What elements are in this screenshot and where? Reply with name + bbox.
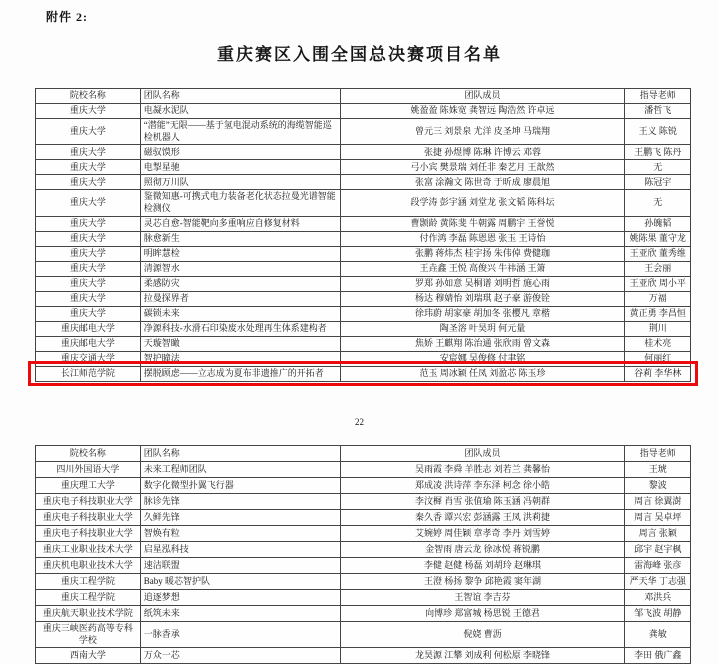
cell-school: 重庆电子科技职业大学 (36, 526, 141, 542)
cell-team-name: 净源科技-水滑石印染废水处理再生体系建构者 (140, 321, 340, 336)
cell-members: 张富 涂瀚文 陈世奇 于昕成 廖晨旭 (340, 175, 625, 190)
cell-members: 王智谊 李吉芬 (340, 590, 625, 606)
table-row (36, 351, 691, 366)
cell-school: 重庆邮电大学 (36, 321, 141, 336)
cell-team-name: 清源智水 (140, 261, 340, 276)
cell-members: 向博珍 郑富城 杨思锐 王德君 (340, 606, 625, 622)
table-row (36, 478, 691, 494)
cell-members: 郑成凌 洪诗萍 李东泽 柯念 徐小皓 (340, 478, 625, 494)
cell-school: 重庆大学 (36, 119, 141, 145)
table-row (36, 606, 691, 622)
table-row (36, 261, 691, 276)
cell-advisor: 王亚欣 周小平 (625, 276, 691, 291)
cell-team-name: 久鲜先锋 (140, 510, 340, 526)
cell-members: 倪娆 曹沥 (340, 622, 625, 648)
cell-members: 龙昊源 江攀 刘成利 何松原 李晓锋 (340, 648, 625, 664)
cell-members: 王垚鑫 王悦 高俊兴 牛祎涵 王箫 (340, 261, 625, 276)
cell-team-name: 天璇智瞰 (140, 336, 340, 351)
cell-team-name: 纸筑未来 (140, 606, 340, 622)
cell-team-name: 磁驭馍形 (140, 145, 340, 160)
cell-members: 弓小宾 樊景瑞 刘任非 秦艺月 王歆然 (340, 160, 625, 175)
cell-members: 张捷 孙煜博 陈琳 许博云 邓蓉 (340, 145, 625, 160)
cell-school: 重庆大学 (36, 216, 141, 231)
cell-advisor: 雷海峰 张彦 (625, 558, 691, 574)
table-row (36, 104, 691, 119)
table-row (36, 175, 691, 190)
table-row (36, 190, 691, 216)
cell-members: 李健 赵健 杨磊 刘胡玲 赵琳琪 (340, 558, 625, 574)
cell-team-name: 摆脱顾虑——立志成为夏布非遗推广的开拓者 (140, 366, 340, 381)
cell-school: 重庆理工大学 (36, 478, 141, 494)
cell-advisor: 邓洪兵 (625, 590, 691, 606)
cell-school: 重庆工程学院 (36, 590, 141, 606)
cell-members: 王澄 杨扬 黎争 邱艳霞 窦年湖 (340, 574, 625, 590)
cell-advisor: 王琥 (625, 462, 691, 478)
table-row (36, 510, 691, 526)
table-row (36, 366, 691, 381)
cell-school: 重庆机电职业技术大学 (36, 558, 141, 574)
cell-team-name: “潜能”无限——基于氢电混动系统的海缆智能巡检机器人 (140, 119, 340, 145)
cell-team-name: 一脉香承 (140, 622, 340, 648)
cell-advisor: 万福 (625, 291, 691, 306)
cell-advisor: 谷莉 李华林 (625, 366, 691, 381)
cell-team-name: 智护瞳法 (140, 351, 340, 366)
cell-advisor: 潘哲飞 (625, 104, 691, 119)
column-header: 院校名称 (36, 446, 141, 462)
cell-members: 曾元三 刘景泉 尤洋 皮圣坤 马瑞翔 (340, 119, 625, 145)
cell-members: 安宸娜 吴俊修 付聿铭 (340, 351, 625, 366)
column-header: 团队名称 (140, 89, 340, 104)
cell-team-name: 追逐梦想 (140, 590, 340, 606)
finalist-table-2-container (35, 445, 691, 664)
cell-advisor: 陈冠宇 (625, 175, 691, 190)
cell-school: 重庆三峡医药高等专科学校 (36, 622, 141, 648)
cell-school: 重庆大学 (36, 231, 141, 246)
cell-team-name: 万众一芯 (140, 648, 340, 664)
table-row (36, 216, 691, 231)
table-row (36, 494, 691, 510)
cell-school: 重庆工程学院 (36, 574, 141, 590)
column-header: 团队名称 (140, 446, 340, 462)
cell-members: 金智雨 唐云龙 徐冰悦 蒋锐鹏 (340, 542, 625, 558)
cell-school: 重庆大学 (36, 190, 141, 216)
table-row (36, 336, 691, 351)
cell-school: 四川外国语大学 (36, 462, 141, 478)
cell-advisor: 姚陈果 董守龙 (625, 231, 691, 246)
cell-team-name: 电掣星驰 (140, 160, 340, 175)
cell-team-name: 速洁联盟 (140, 558, 340, 574)
cell-members: 曹颢龄 黄陈斐 牛朝露 周鹏宇 王誉悦 (340, 216, 625, 231)
cell-team-name: 智焕有粒 (140, 526, 340, 542)
cell-school: 重庆交通大学 (36, 351, 141, 366)
cell-school: 长江师范学院 (36, 366, 141, 381)
table-row (36, 622, 691, 648)
column-header: 院校名称 (36, 89, 141, 104)
table-row (36, 145, 691, 160)
finalist-table-1 (35, 88, 691, 382)
cell-advisor: 无 (625, 190, 691, 216)
cell-members: 吴雨霞 李舜 羊胜志 刘若兰 龚馨怡 (340, 462, 625, 478)
table-row (36, 276, 691, 291)
cell-school: 重庆大学 (36, 261, 141, 276)
cell-team-name: 脉诊先锋 (140, 494, 340, 510)
cell-team-name: 灵芯自愈-智能靶向多重响应自修复材料 (140, 216, 340, 231)
cell-members: 徐玮蔚 胡家豪 胡加冬 张樱凡 章楷 (340, 306, 625, 321)
cell-advisor: 荆川 (625, 321, 691, 336)
cell-advisor: 周言 徐翼澍 (625, 494, 691, 510)
cell-school: 重庆大学 (36, 306, 141, 321)
cell-members: 艾婉婷 周佳颖 章孝奇 李丹 刘雪婷 (340, 526, 625, 542)
cell-members: 陶圣溶 叶昊玥 何元量 (340, 321, 625, 336)
cell-school: 重庆大学 (36, 291, 141, 306)
cell-school: 重庆大学 (36, 246, 141, 261)
cell-team-name: 启星泓科技 (140, 542, 340, 558)
table-row (36, 231, 691, 246)
cell-school: 重庆邮电大学 (36, 336, 141, 351)
cell-team-name: 脉愈新生 (140, 231, 340, 246)
cell-team-name: 明眸慧检 (140, 246, 340, 261)
page-title: 重庆赛区入围全国总决赛项目名单 (217, 45, 502, 64)
column-header: 团队成员 (340, 446, 625, 462)
cell-school: 重庆大学 (36, 145, 141, 160)
header-row (36, 446, 691, 462)
table-row (36, 246, 691, 261)
table-row (36, 321, 691, 336)
cell-members: 张鹏 蒋炜杰 桂宇扬 朱伟倬 费健珈 (340, 246, 625, 261)
cell-team-name: 碳锁未来 (140, 306, 340, 321)
column-header: 指导老师 (625, 446, 691, 462)
table-row (36, 462, 691, 478)
cell-advisor: 孙魄韬 (625, 216, 691, 231)
attachment-label: 附件 2: (46, 10, 88, 24)
cell-members: 罗郑 孙如意 吴桐谱 刘明哲 施心雨 (340, 276, 625, 291)
cell-school: 西南大学 (36, 648, 141, 664)
cell-advisor: 严天华 丁志强 (625, 574, 691, 590)
cell-team-name: 数字化微型扑翼飞行器 (140, 478, 340, 494)
table-row (36, 590, 691, 606)
cell-advisor: 周言 张颖 (625, 526, 691, 542)
cell-members: 范玉 周冰颖 任凤 刘盈芯 陈玉珍 (340, 366, 625, 381)
cell-members: 姚盈盈 陈姝宽 龚智远 陶浩然 许卓远 (340, 104, 625, 119)
cell-advisor: 龚敏 (625, 622, 691, 648)
cell-school: 重庆工业职业技术大学 (36, 542, 141, 558)
cell-team-name: Baby 暖芯智护队 (140, 574, 340, 590)
cell-team-name: 照彻万川队 (140, 175, 340, 190)
cell-school: 重庆大学 (36, 104, 141, 119)
cell-team-name: 未来工程师团队 (140, 462, 340, 478)
cell-members: 杨达 穆婧怡 刘瑞琪 赵子豪 游俊铨 (340, 291, 625, 306)
cell-advisor: 王义 陈锐 (625, 119, 691, 145)
cell-advisor: 黎波 (625, 478, 691, 494)
table-row (36, 648, 691, 664)
cell-members: 段学涛 彭宇涵 刘堂龙 张文韬 陈科坛 (340, 190, 625, 216)
cell-school: 重庆大学 (36, 175, 141, 190)
cell-team-name: 拉曼探界者 (140, 291, 340, 306)
cell-advisor: 王会丽 (625, 261, 691, 276)
cell-school: 重庆电子科技职业大学 (36, 494, 141, 510)
finalist-table-1-container (35, 88, 691, 382)
header-row (36, 89, 691, 104)
cell-advisor: 王亚欣 董秀维 (625, 246, 691, 261)
cell-school: 重庆航天职业技术学院 (36, 606, 141, 622)
cell-advisor: 李田 俄广鑫 (625, 648, 691, 664)
cell-school: 重庆大学 (36, 160, 141, 175)
column-header: 团队成员 (340, 89, 625, 104)
cell-advisor: 周言 吴卓坪 (625, 510, 691, 526)
cell-team-name: 电凝水泥队 (140, 104, 340, 119)
table-row (36, 542, 691, 558)
cell-members: 焦娇 王麒翔 陈治通 张欣雨 曾文森 (340, 336, 625, 351)
cell-school: 重庆大学 (36, 276, 141, 291)
page-number: 22 (355, 417, 364, 427)
cell-members: 付作鸿 李磊 陈恩恩 张玉 王诗怡 (340, 231, 625, 246)
cell-school: 重庆电子科技职业大学 (36, 510, 141, 526)
cell-advisor: 邹飞波 胡静 (625, 606, 691, 622)
cell-advisor: 王鹏飞 陈丹 (625, 145, 691, 160)
table-row (36, 119, 691, 145)
column-header: 指导老师 (625, 89, 691, 104)
cell-advisor: 邱宇 赵宇枫 (625, 542, 691, 558)
cell-members: 秦久香 谭兴宏 彭涵露 王凤 洪莉捷 (340, 510, 625, 526)
table-row (36, 558, 691, 574)
cell-advisor: 无 (625, 160, 691, 175)
cell-advisor: 黄正勇 李昌恒 (625, 306, 691, 321)
table-row (36, 574, 691, 590)
cell-members: 李汶樨 肖雪 张值瑜 陈玉涵 冯朝群 (340, 494, 625, 510)
table-row (36, 526, 691, 542)
table-row (36, 306, 691, 321)
finalist-table-2 (35, 445, 691, 664)
cell-advisor: 桂术亮 (625, 336, 691, 351)
table-row (36, 291, 691, 306)
cell-team-name: 柔感防灾 (140, 276, 340, 291)
table-row (36, 160, 691, 175)
cell-advisor: 何丽红 (625, 351, 691, 366)
cell-team-name: 鉴微知惠-可携式电力装备老化状态拉曼光谱智能检测仪 (140, 190, 340, 216)
